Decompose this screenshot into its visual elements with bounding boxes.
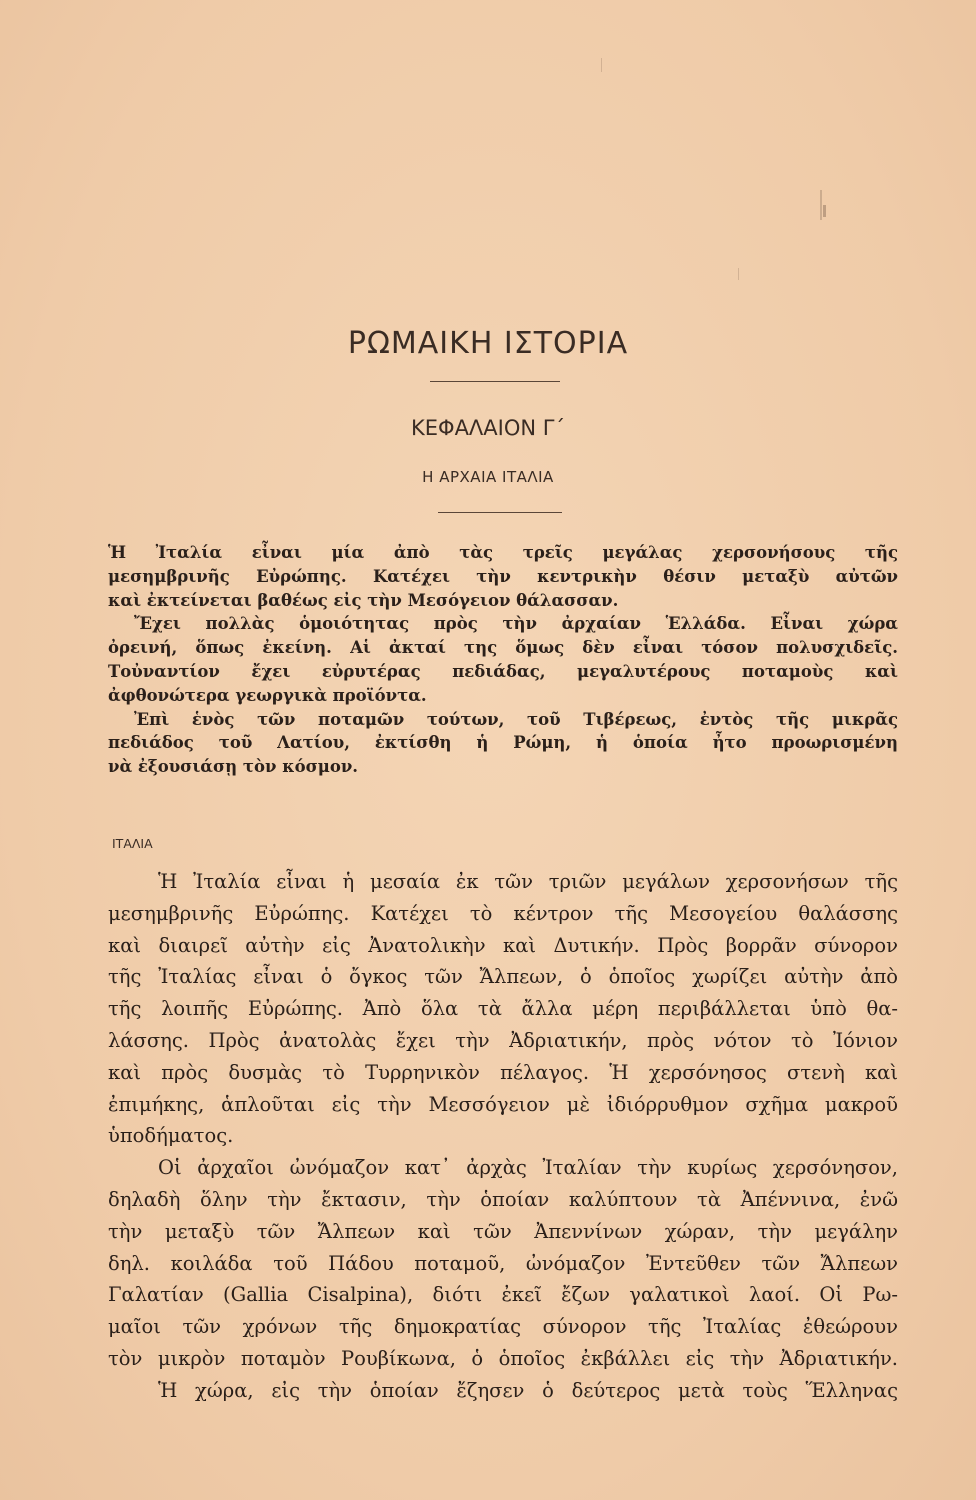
body-line: μεσημβρινῆς Εὐρώπης. Κατέχει τὸ κέντρον τῆς Μεσογείου θαλάσσης [108, 901, 898, 925]
chapter-summary [108, 541, 898, 779]
paper-mark [823, 205, 826, 217]
body-line: λάσσης. Πρὸς ἀνατολὰς ἔχει τὴν Ἀδριατικήν, πρὸς νότον τὸ Ἰόνιον [108, 1028, 898, 1052]
paper-mark [738, 268, 739, 280]
summary-line: καὶ ἐκτείνεται βαθέως εἰς τὴν Μεσόγειον θάλασσαν. [108, 590, 619, 610]
body-line: τὴν μεταξὺ τῶν Ἄλπεων καὶ τῶν Ἀπεννίνων χώραν, τὴν μεγάλην [108, 1219, 898, 1243]
body-text [108, 866, 898, 1407]
section-divider [438, 512, 562, 513]
body-line: καὶ διαιρεῖ αὐτὴν εἰς Ἀνατολικὴν καὶ Δυτικήν. Πρὸς βορρᾶν σύνορον [108, 933, 898, 957]
summary-line: νὰ ἐξουσιάσῃ τὸν κόσμον. [108, 757, 359, 777]
summary-line: Ἔχει πολλὰς ὁμοιότητας πρὸς τὴν ἀρχαίαν Ἑλλάδα. Εἶναι χώρα [134, 614, 898, 634]
body-line: τὸν μικρὸν ποταμὸν Ρουβίκωνα, ὁ ὁποῖος ἐκβάλλει εἰς τὴν Ἀδριατικήν. [108, 1346, 898, 1370]
summary-line: Ἡ Ἰταλία εἶναι μία ἀπὸ τὰς τρεῖς μεγάλας χερσονήσους τῆς [108, 543, 898, 562]
body-line: Ἡ χώρα, εἰς τὴν ὁποίαν ἔζησεν ὁ δεύτερος μετὰ τοὺς Ἕλληνας [158, 1378, 898, 1402]
body-line: Οἱ ἀρχαῖοι ὠνόμαζον κατ᾽ ἀρχὰς Ἰταλίαν τὴν κυρίως χερσόνησον, [158, 1156, 898, 1180]
summary-line: μεσημβρινῆς Εὐρώπης. Κατέχει τὴν κεντρικὴν θέσιν μεταξὺ αὐτῶν [108, 566, 898, 586]
body-line: Ἡ Ἰταλία εἶναι ἡ μεσαία ἐκ τῶν τριῶν μεγάλων χερσονήσων τῆς [158, 870, 898, 893]
body-line: ὑποδήματος. [108, 1124, 234, 1148]
body-line: δηλ. κοιλάδα τοῦ Πάδου ποταμοῦ, ὠνόμαζον Ἐντεῦθεν τῶν Ἄλπεων [108, 1251, 898, 1275]
margin-label: ΙΤΑΛΙΑ [112, 836, 153, 851]
body-line: δηλαδὴ ὅλην τὴν ἔκτασιν, τὴν ὁποίαν καλύπτουν τὰ Ἀπέννινα, ἐνῶ [108, 1187, 898, 1211]
paper-mark [820, 190, 822, 220]
title-divider [430, 381, 560, 382]
summary-line: Ἐπὶ ἑνὸς τῶν ποταμῶν τούτων, τοῦ Τιβέρεως, ἐντὸς τῆς μικρᾶς [134, 709, 898, 729]
page-title: ΡΩΜΑΙΚΗ ΙΣΤΟΡΙΑ [347, 326, 629, 361]
summary-line: πεδιάδος τοῦ Λατίου, ἐκτίσθη ἡ Ρώμη, ἡ ὁποία ἦτο προωρισμένη [108, 733, 898, 753]
chapter-heading: ΚΕΦΑΛΑΙΟΝ Γ΄ [411, 416, 565, 440]
summary-line: Τοὐναντίον ἔχει εὐρυτέρας πεδιάδας, μεγαλυτέρους ποταμοὺς καὶ [108, 661, 898, 681]
summary-line: ὀρεινή, ὅπως ἐκείνη. Αἱ ἀκταί της ὅμως δὲν εἶναι τόσον πολυσχιδεῖς. [108, 638, 898, 658]
body-line: ἐπιμήκης, ἁπλοῦται εἰς τὴν Μεσσόγειον μὲ ἰδιόρρυθμον σχῆμα μακροῦ [108, 1092, 898, 1116]
body-line: τῆς Ἰταλίας εἶναι ὁ ὄγκος τῶν Ἄλπεων, ὁ ὁποῖος χωρίζει αὐτὴν ἀπὸ [108, 965, 898, 989]
body-line: Γαλατίαν (Gallia Cisalpina), διότι ἐκεῖ ἔζων γαλατικοὶ λαοί. Οἱ Ρω- [108, 1283, 898, 1307]
body-line: μαῖοι τῶν χρόνων τῆς δημοκρατίας σύνορον τῆς Ἰταλίας ἐθεώρουν [108, 1315, 898, 1339]
summary-line: ἀφθονώτερα γεωργικὰ προϊόντα. [108, 685, 427, 705]
body-line: τῆς λοιπῆς Εὐρώπης. Ἀπὸ ὅλα τὰ ἄλλα μέρη περιβάλλεται ὑπὸ θα- [108, 997, 898, 1021]
paper-mark [601, 58, 602, 72]
body-line: καὶ πρὸς δυσμὰς τὸ Τυρρηνικὸν πέλαγος. Ἡ χερσόνησος στενὴ καὶ [108, 1060, 898, 1084]
section-title: Η ΑΡΧΑΙΑ ΙΤΑΛΙΑ [422, 468, 554, 486]
